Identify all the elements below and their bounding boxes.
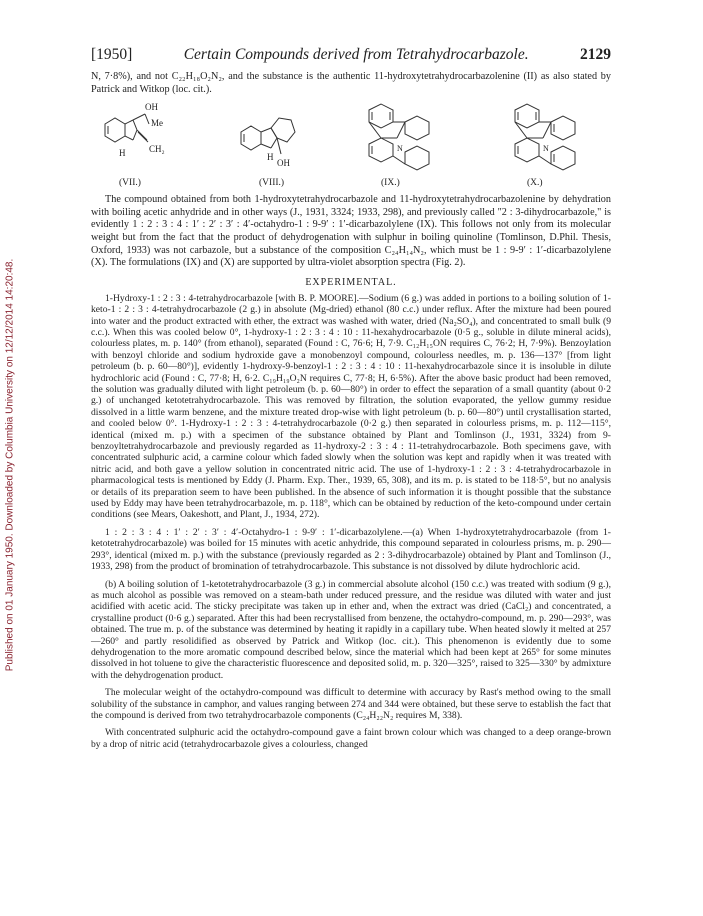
structure-ix <box>369 104 429 170</box>
atom-h: H <box>119 148 126 159</box>
atom-me: Me <box>151 118 163 129</box>
atom-n-x: N <box>543 144 549 154</box>
structure-viii <box>241 118 295 154</box>
paragraph-dicarbazolylene: The compound obtained from both 1-hydroxytetrahydrocarbazole and 11-hydroxytetrahydrocarbazolenine by dehydration with boiling acetic anhydride and in other ways (J., 1931, 3324; 1933, 298), and previously called "2 : 3-dihydrocarbazole," is evidently 1 : 2 : 3 : 4 : 1′ : 2′ : 3′ : 4′-octahydro-1 : 9-9′ : 1′-dicarbazolylene (IX). This follows not only from its molecular weight but from the fact that the product of dehydrogenation with sulphur in boiling quinoline (Tomlinson, D.Phil. Thesis, Oxford, 1933) was not carbazole, but a substance of the composition C₂₄H₁₄N₂, which must be 1 : 9-9′ : 1′-dicarbazolylene (X). The formulations (IX) and (X) are supported by ultra-violet absorption spectra (Fig. 2). <box>91 194 611 269</box>
paragraph-octahydro-b: (b) A boiling solution of 1-ketotetrahydrocarbazole (3 g.) in commercial absolute alcohol (150 c.c.) was treated with sodium (9 g.), as much alcohol as possible was removed on a steam-bath under reduced pressure, and the residue was diluted with water and just acidified with acetic acid. The sticky precipitate was taken up in ether and, when the extract was dried (CaCl₂) and concentrated, a crystalline product (0·6 g.) separated. After this had been recrystallised from benzene, the octahydro-compound, m. p. 290—293°, was obtained. The true m. p. of the substance was determined by heating it rapidly in a capillary tube. When heated slowly it melted at 257—260° and partly resolidified as observed by Patrick and Witkop (loc. cit.). This phenomenon is evidently due to some dehydrogenation to the more aromatic compound described below, since the material which had been kept at 265° for some minutes dissolved in hot toluene to give the characteristic fluorescence and deposited solid, m. p. 320—325°, raised to 325—330° by admixture with the dehydrogenation product. <box>91 578 611 681</box>
label-ix: (IX.) <box>381 178 400 189</box>
paragraph-octahydro-a: 1 : 2 : 3 : 4 : 1′ : 2′ : 3′ : 4′-Octahydro-1 : 9-9′ : 1′-dicarbazolylene.—(a) When 1-hydroxytetrahydrocarbazole (from 1-ketotetrahydrocarbazole) was boiled for 15 minutes with acetic anhydride, this compound separated in colourless prisms, m. p. 290—293°, identical (mixed m. p.) with the substance (previously regarded as 2 : 3-dihydrocarbazole) obtained by Plant and Tomlinson (J., 1933, 298) from the product of bromination of tetrahydrocarbazole. This substance is not dissolved by dilute hydrochloric acid. <box>91 526 611 573</box>
label-x: (X.) <box>527 178 543 189</box>
sidebar-watermark <box>3 120 17 810</box>
structure-x <box>515 104 575 170</box>
sidebar-text: Published on 01 January 1950. Downloaded by Columbia University on 12/12/2014 14:20:48. <box>4 258 16 672</box>
structure-drawings <box>91 102 611 182</box>
atom-oh-viii: OH <box>277 158 290 169</box>
page-content <box>91 46 611 750</box>
paragraph-sulphuric-acid: With concentrated sulphuric acid the octahydro-compound gave a faint brown colour which was changed to a deep orange-brown by a drop of nitric acid (tetrahydrocarbazole gives a colourless, changed <box>91 727 611 750</box>
atom-n-ix: N <box>397 144 403 154</box>
running-header <box>91 46 611 64</box>
label-viii: (VIII.) <box>259 178 285 189</box>
structure-vii <box>105 114 149 142</box>
section-title: EXPERIMENTAL. <box>305 276 397 288</box>
intro-paragraph: N, 7·8%), and not C₂₂H₁₈O₂N₂, and the substance is the authentic 11-hydroxytetrahydrocarbazolenine (II) as also stated by Patrick and Witkop (loc. cit.). <box>91 71 611 95</box>
atom-ch2: CH₂ <box>149 144 165 155</box>
paragraph-hydroxy-tetrahydrocarbazole: 1-Hydroxy-1 : 2 : 3 : 4-tetrahydrocarbazole [with B. P. MOORE].—Sodium (6 g.) was added in portions to a boiling solution of 1-keto-1 : 2 : 3 : 4-tetrahydrocarbazole (2 g.) in absolute (Mg-dried) ethanol (80 c.c.) under reflux. After the mixture had been poured into water and the product extracted with ether, the extract was washed with water, dried (Na₂SO₄), and concentrated to small bulk (9 c.c.). When this was cooled below 0°, 1-hydroxy-1 : 2 : 3 : 4 : 10 : 11-hexahydrocarbazole (0·5 g., soluble in dilute mineral acids), colourless plates, m. p. 140° (from ethanol), separated (Found : C, 76·6; H, 7·9. C₁₂H₁₅ON requires C, 76·2; H, 7·9%). Benzoylation with benzoyl chloride and sodium hydroxide gave a monobenzoyl compound, colourless needles, m. p. 136—137° [from light petroleum (b. p. 60—80°)], evidently 1-hydroxy-9-benzoyl-1 : 2 : 3 : 4 : 10 : 11-hexahydrocarbazole since it is insoluble in dilute hydrochloric acid (Found : C, 77·8; H, 6·2. C₁₉H₁₉O₂N requires C, 77·8; H, 6·5%). After the above basic product had been removed, the solution was gradually diluted with light petroleum (b. p. 60—80°) in order to effect the separation of a small quantity (about 0·2 g.) of unchanged ketotetrahydrocarbazole. This was removed by filtration, the solution evaporated, the yellow gummy residue dissolved in a little warm benzene, and the mixture treated drop-wise with light petroleum (b. p. 60—80°) until crystallisation started, and cooled below 0°. 1-Hydroxy-1 : 2 : 3 : 4-tetrahydrocarbazole (0·2 g.) then separated in colourless prisms, m. p. 112—115°, identical (mixed m. p.) with a specimen of the substance obtained by Plant and Tomlinson (J., 1931, 3324) from 9-benzoyltetrahydrocarbazole and previously regarded as 11-hydroxy-2 : 3 : 4 : 11-tetrahydrocarbazole. Both specimens gave, with concentrated sulphuric acid, a carmine colour which faded slowly when the solution was kept and rapidly when it was treated with nitric acid, and both gave a yellow solution in concentrated nitric acid. The use of 1-hydroxy-1 : 2 : 3 : 4-tetrahydrocarbazole in pharmacological tests is mentioned by Eddy (J. Pharm. Exp. Ther., 1939, 65, 308), and its m. p. is stated to be 118·5°, but no analysis or details of its preparation seem to have been published. In the absence of such information it is thought possible that the substance used by Eddy may have been tetrahydrocarbazole, m. p. 118°, which can be obtained by reduction of the keto-compound under certain conditions (see Mears, Oakeshott, and Plant, J., 1934, 272). <box>91 292 611 521</box>
paragraph-molecular-weight: The molecular weight of the octahydro-compound was difficult to determine with accuracy by Rast's method owing to the small solubility of the substance in camphor, and values ranging between 274 and 344 were obtained, but these serve to establish the fact that the compound is derived from two tetrahydrocarbazole components (C₂₄H₂₂N₂ requires M, 338). <box>91 687 611 721</box>
label-vii: (VII.) <box>119 178 141 189</box>
page-number: 2129 <box>579 46 611 63</box>
header-year: [1950] <box>91 46 133 63</box>
atom-oh: OH <box>145 102 158 113</box>
structure-figures <box>91 102 611 190</box>
header-title: Certain Compounds derived from Tetrahydrocarbazole. <box>183 46 529 63</box>
atom-h-viii: H <box>267 152 274 163</box>
